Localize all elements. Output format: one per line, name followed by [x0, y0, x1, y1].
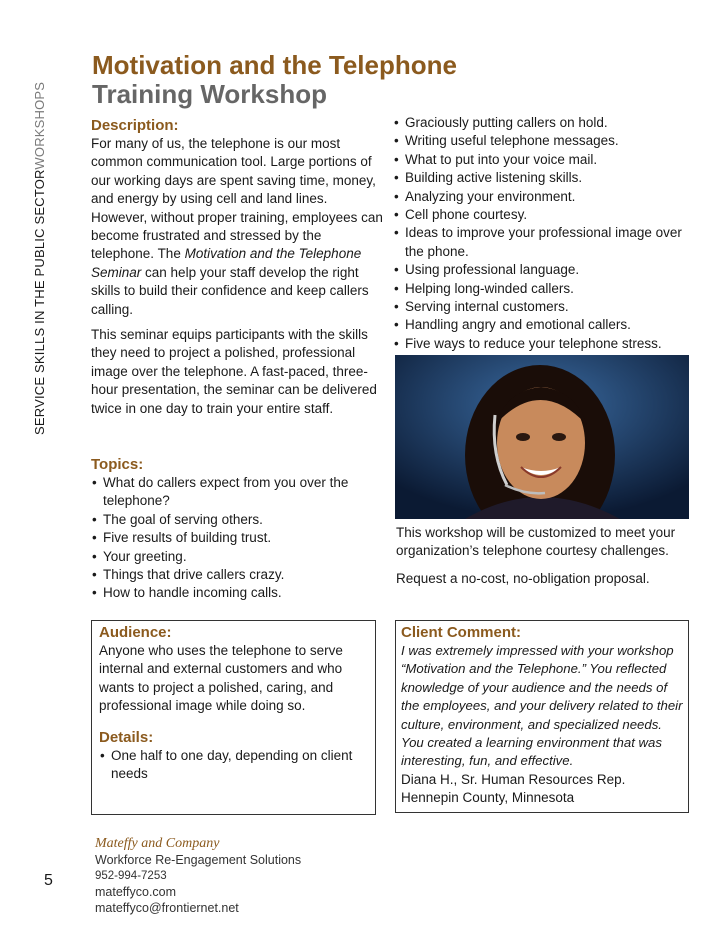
description-paragraph-2: This seminar equips participants with the skills they need to project a polished, professional image over the telephone. A fast-paced, three-hour presentation, the seminar can be delivered twice in one day to train your entire staff.: [91, 327, 377, 416]
company-name: Mateffy and Company: [95, 836, 220, 851]
company-website-link[interactable]: mateffyco.com: [95, 885, 177, 899]
topic-item: • Things that drive callers crazy.: [91, 566, 386, 584]
topics-section: [91, 456, 386, 603]
bullet-item: • Helping long-winded callers.: [393, 280, 688, 298]
topics-heading: Topics:: [91, 456, 144, 473]
company-phone: 952-994-7253: [95, 870, 167, 882]
bullet-item: • Writing useful telephone messages.: [393, 132, 688, 150]
topic-item: • Your greeting.: [91, 548, 386, 566]
details-heading: Details:: [99, 728, 154, 746]
topic-item: • How to handle incoming calls.: [91, 584, 386, 602]
topic-item: • The goal of serving others.: [91, 511, 386, 529]
bullet-item: • Serving internal customers.: [393, 298, 688, 316]
topic-item: • What do callers expect from you over the telephone?: [91, 474, 386, 511]
bullet-item: • Handling angry and emotional callers.: [393, 316, 688, 334]
bullet-item: • Ideas to improve your professional image over the phone.: [393, 224, 688, 261]
sidebar-vertical-title: [32, 82, 47, 435]
description-heading: Description:: [91, 117, 179, 134]
customization-text: This workshop will be customized to meet your organization’s telephone courtesy challenges.: [396, 525, 676, 559]
description-paragraph-1: [91, 135, 386, 319]
sidebar-title-part1: SERVICE SKILLS IN THE PUBLIC SECTOR: [32, 169, 47, 435]
page-subtitle: Training Workshop: [92, 79, 327, 109]
description-p1-text-a: For many of us, the telephone is our most common communication tool. Large portions of our working days are spent saving time, money, and energy by using cell and land lines. However, without proper training, employees can become frustrated and stressed by the telephone. The: [91, 136, 383, 262]
bullet-item: • Analyzing your environment.: [393, 188, 688, 206]
description-p1-text-b: can help your staff develop the right skills to build their confidence and keep callers calling.: [91, 264, 369, 317]
topic-item: • Five results of building trust.: [91, 529, 386, 547]
company-email-link[interactable]: mateffyco@frontiernet.net: [95, 901, 239, 915]
bullet-item: • Building active listening skills.: [393, 169, 688, 187]
client-comment-org: Hennepin County, Minnesota: [401, 790, 575, 806]
topics-right-list: [393, 114, 688, 353]
call-center-agent-photo: [395, 355, 689, 519]
bullet-item: • Using professional language.: [393, 261, 688, 279]
description-section: [91, 117, 386, 418]
client-comment-box: [395, 620, 689, 813]
bullet-item: • What to put into your voice mail.: [393, 151, 688, 169]
description-p1-emphasis: Motivation and the Telephone Seminar: [91, 246, 362, 280]
bullet-item: • Cell phone courtesy.: [393, 206, 688, 224]
audience-heading: Audience:: [99, 624, 172, 641]
detail-item: • One half to one day, depending on client needs: [99, 747, 368, 784]
proposal-request: Request a no-cost, no-obligation proposal.: [396, 570, 650, 586]
audience-details-box: [91, 620, 376, 815]
page-number: 5: [44, 872, 53, 889]
client-comment-author: Diana H., Sr. Human Resources Rep.: [401, 771, 626, 787]
company-footer: [95, 836, 301, 916]
sidebar-title-part2: WORKSHOPS: [32, 81, 47, 170]
company-tagline: Workforce Re-Engagement Solutions: [95, 853, 302, 867]
audience-text: Anyone who uses the telephone to serve internal and external customers and who wants to project a polished, caring, and professional image while doing so.: [99, 643, 343, 714]
customization-section: [396, 524, 686, 588]
client-comment-heading: Client Comment:: [401, 624, 521, 641]
client-comment-quote: I was extremely impressed with your workshop “Motivation and the Telephone.” You reflected knowledge of your audience and the needs of the employees, and your delivery related to their culture, environment, and specialized needs. You created a learning environment that was interesting, fun, and effective.: [401, 643, 683, 769]
bullet-item: • Graciously putting callers on hold.: [393, 114, 688, 132]
bullet-item: • Five ways to reduce your telephone stress.: [393, 335, 688, 353]
page-title: Motivation and the Telephone: [92, 50, 457, 80]
